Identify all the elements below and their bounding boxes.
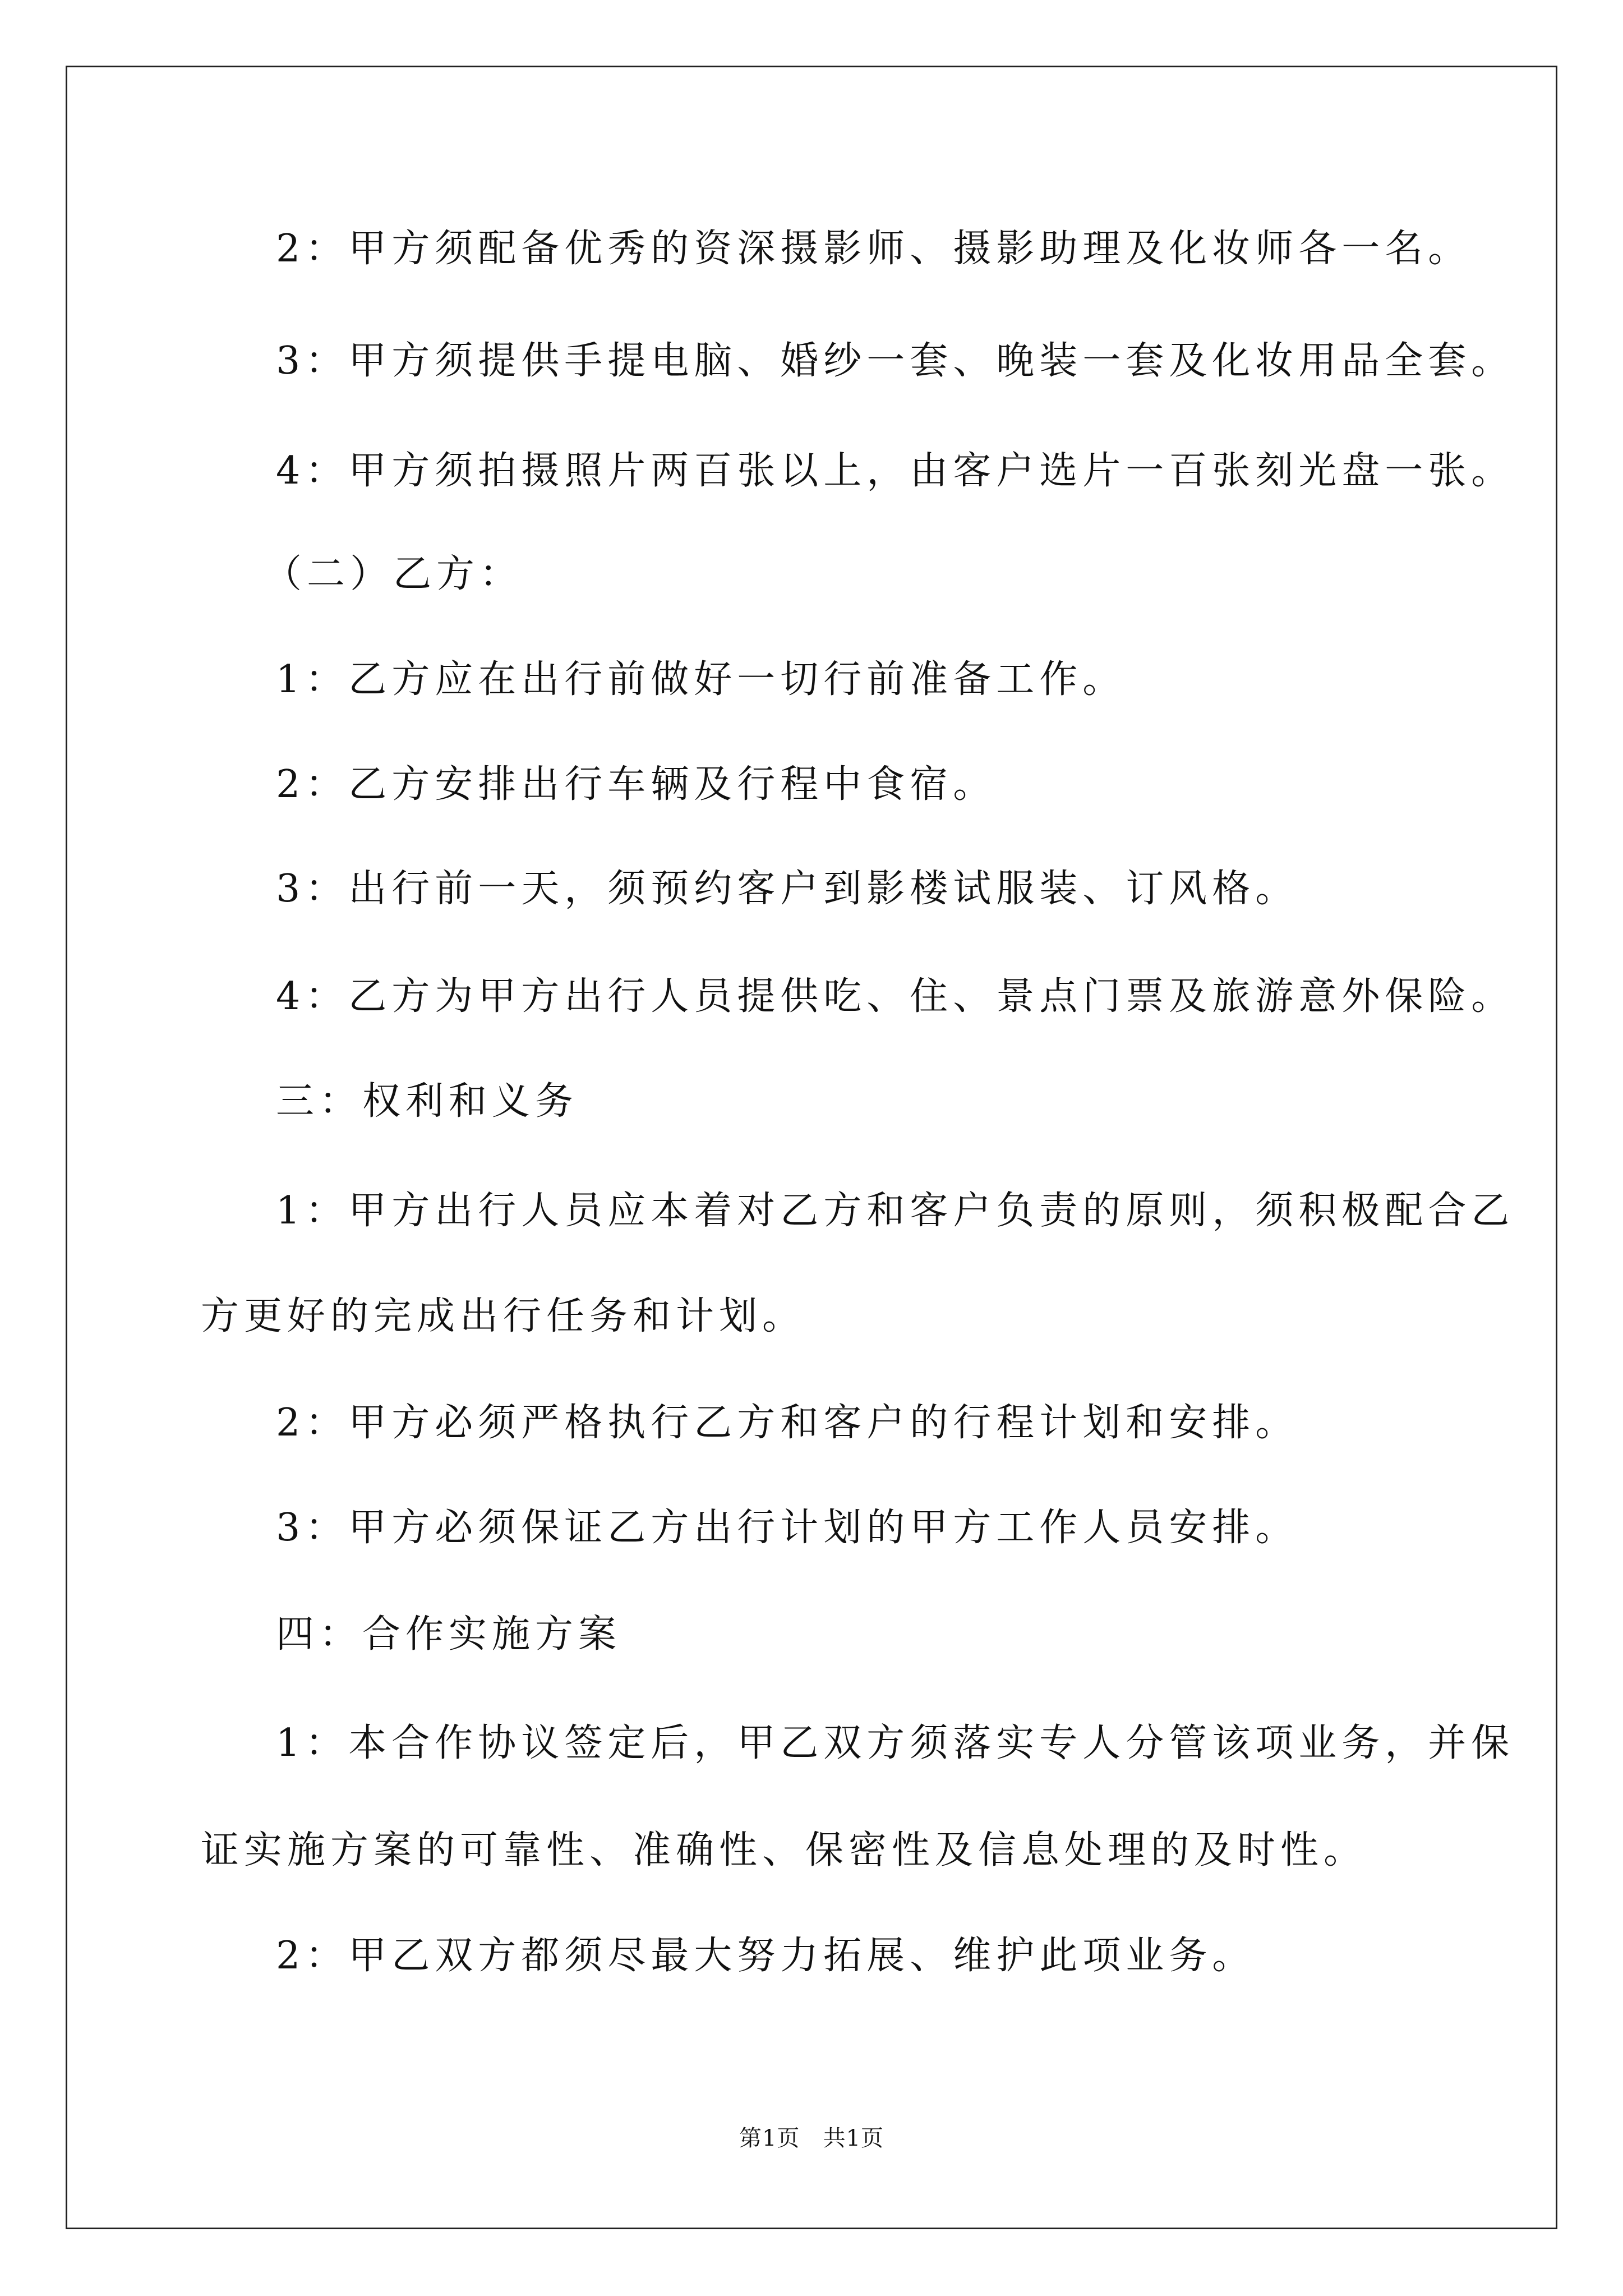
document-line: 3：甲方须提供手提电脑、婚纱一套、晚装一套及化妆用品全套。 <box>276 339 1515 383</box>
section-heading: 三：权利和义务 <box>276 1079 579 1124</box>
document-line: 3：出行前一天，须预约客户到影楼试服装、订风格。 <box>276 867 1299 911</box>
document-line: 方更好的完成出行任务和计划。 <box>201 1294 806 1338</box>
page-border <box>66 66 1557 2229</box>
document-line: 1：甲方出行人员应本着对乙方和客户负责的原则，须积极配合乙 <box>276 1189 1515 1233</box>
section-heading: 四：合作实施方案 <box>276 1612 622 1657</box>
document-line: 证实施方案的可靠性、准确性、保密性及信息处理的及时性。 <box>201 1828 1367 1872</box>
document-line: 2：甲方须配备优秀的资深摄影师、摄影助理及化妆师各一名。 <box>276 227 1472 271</box>
document-line: 4：甲方须拍摄照片两百张以上，由客户选片一百张刻光盘一张。 <box>276 449 1515 493</box>
document-line: 2：甲乙双方都须尽最大努力拓展、维护此项业务。 <box>276 1934 1256 1978</box>
document-line: 3：甲方必须保证乙方出行计划的甲方工作人员安排。 <box>276 1506 1299 1550</box>
document-line: 2：甲方必须严格执行乙方和客户的行程计划和安排。 <box>276 1401 1299 1445</box>
page-total: 共1页 <box>823 2125 884 2151</box>
section-heading: （二）乙方： <box>264 552 523 596</box>
document-line: 1：本合作协议签定后，甲乙双方须落实专人分管该项业务，并保 <box>276 1721 1515 1765</box>
page-number: 第1页 <box>739 2125 800 2151</box>
footer-spacer <box>800 2125 823 2151</box>
document-line: 2：乙方安排出行车辆及行程中食宿。 <box>276 762 997 807</box>
document-line: 1：乙方应在出行前做好一切行前准备工作。 <box>276 657 1126 702</box>
document-line: 4：乙方为甲方出行人员提供吃、住、景点门票及旅游意外保险。 <box>276 974 1515 1019</box>
page-footer <box>0 2127 1623 2150</box>
